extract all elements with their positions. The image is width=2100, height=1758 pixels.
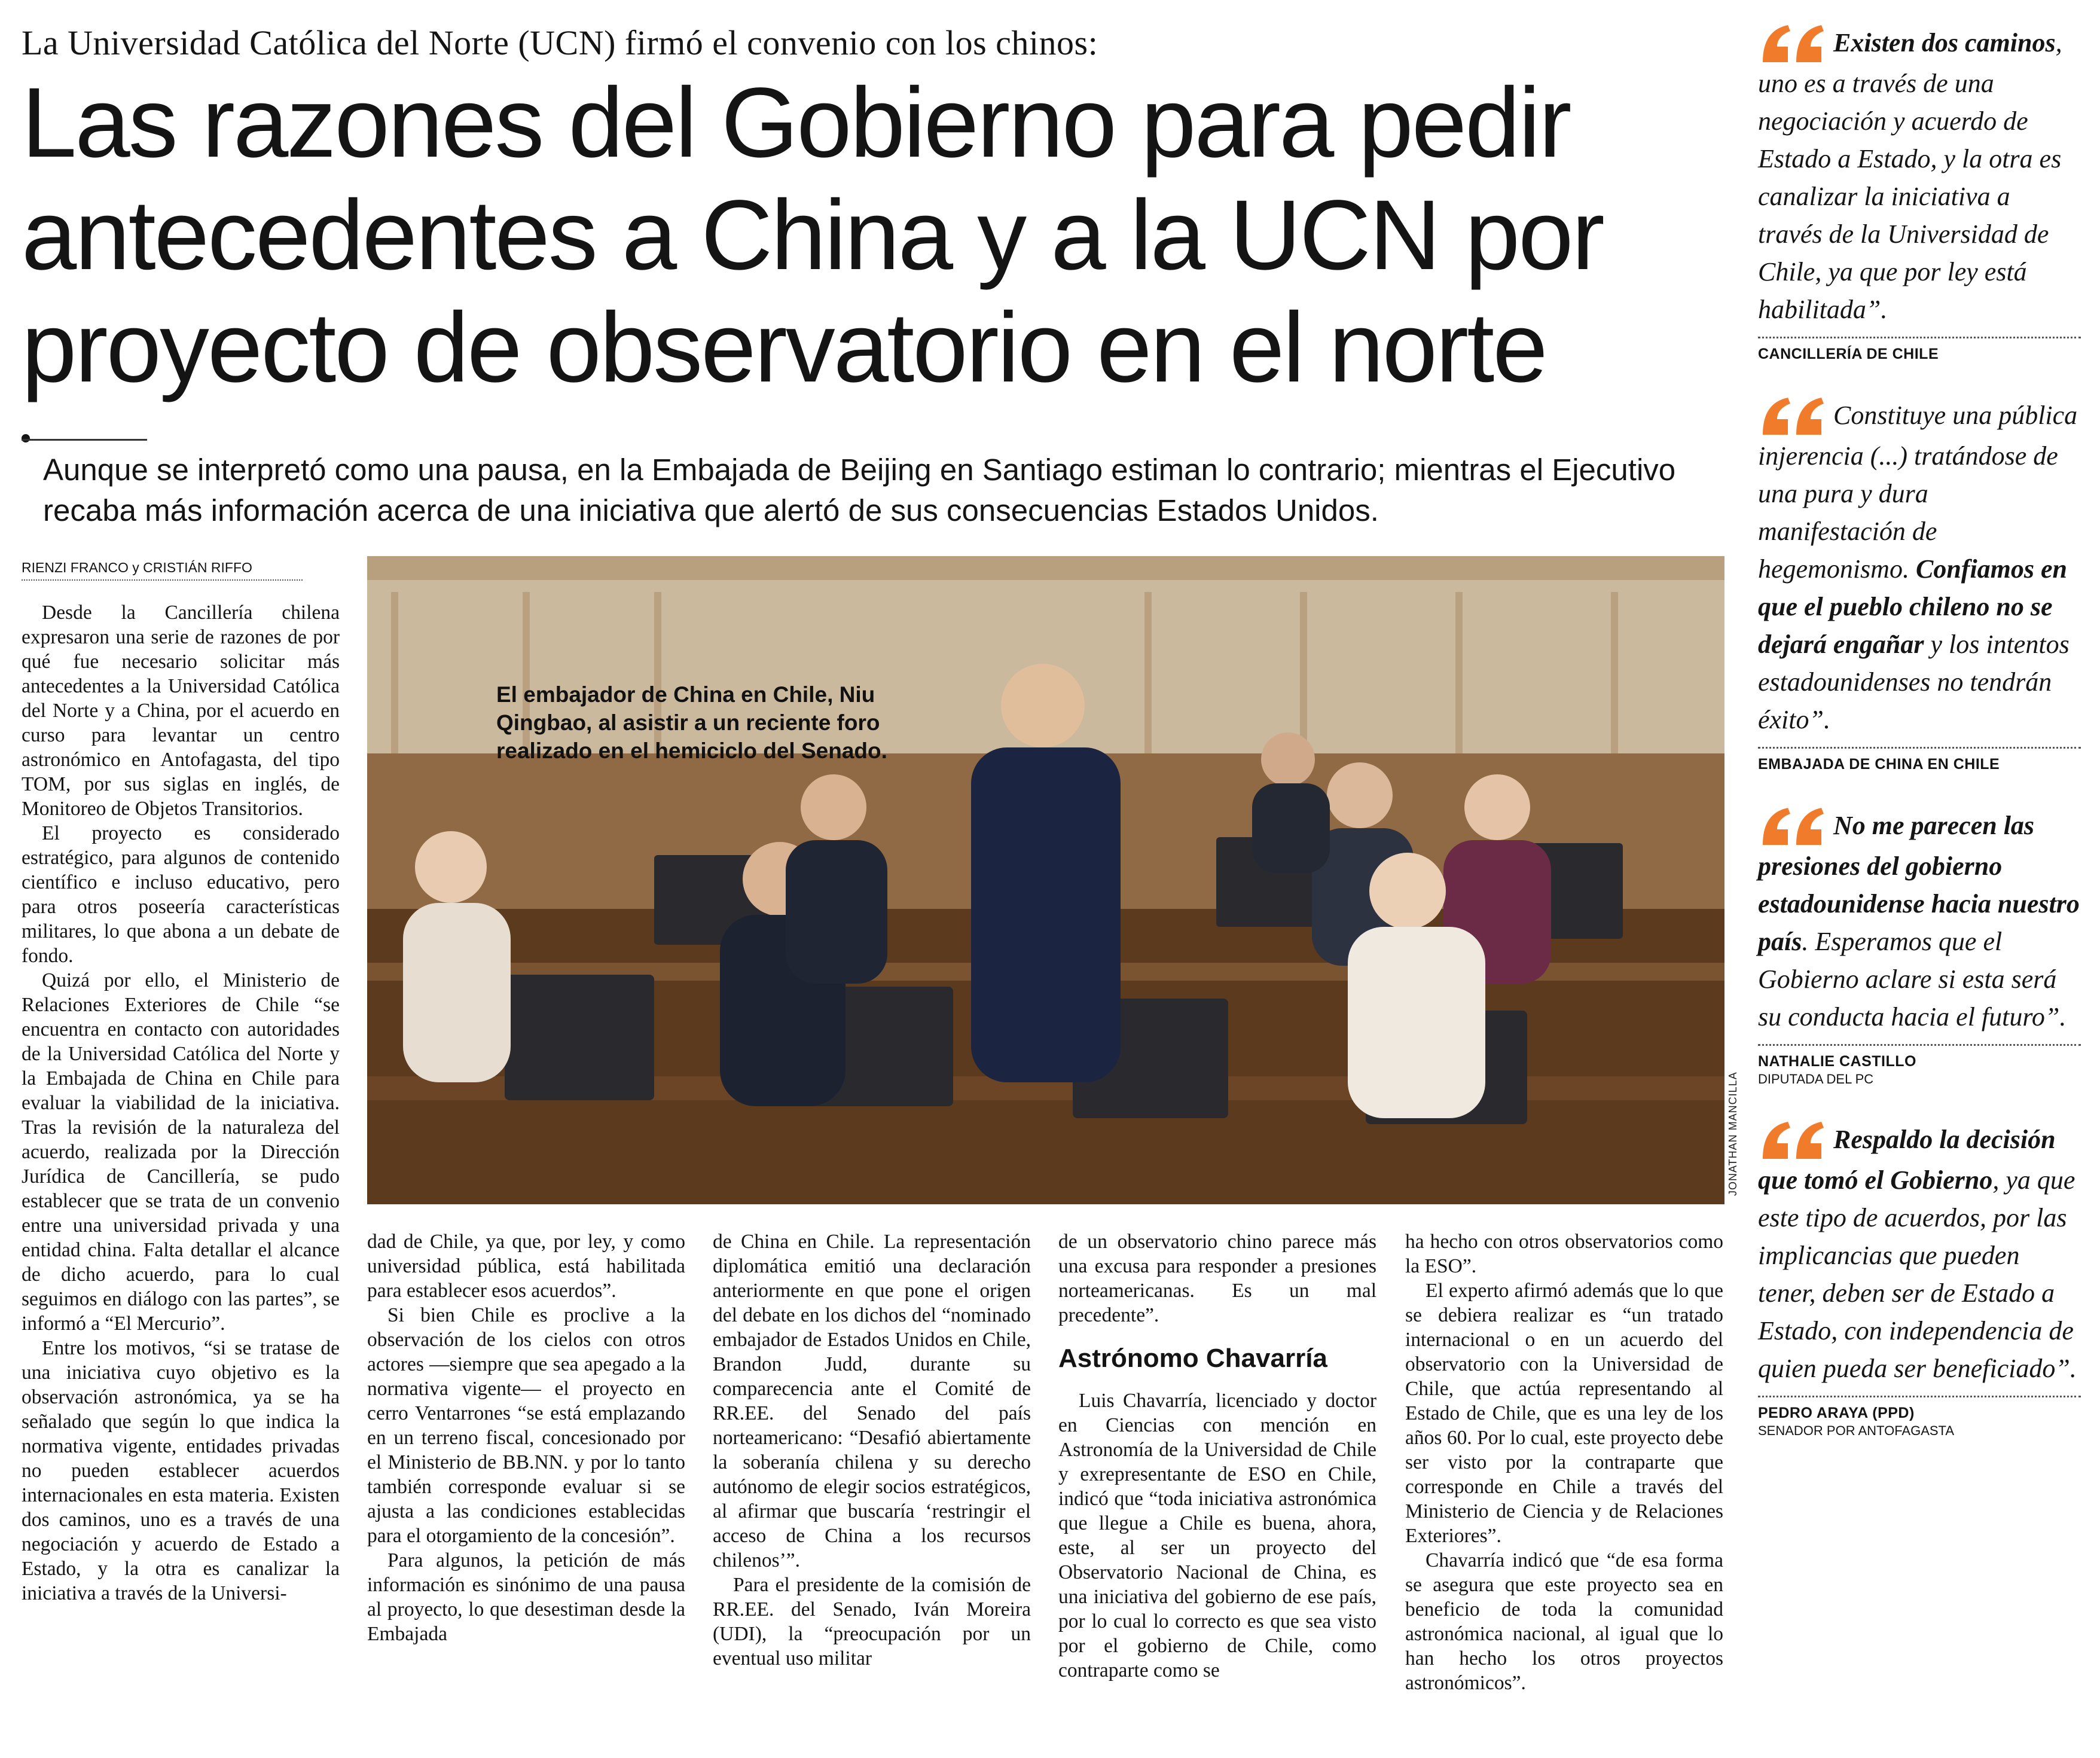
senate-photo: [367, 556, 1724, 1204]
quote-emphasis: No me parecen las presiones del gobierno estadounidense hacia nuestro país: [1758, 811, 2080, 956]
quote-source: PEDRO ARAYA (PPD): [1758, 1396, 2081, 1422]
open-quote-icon: [1758, 1119, 1829, 1161]
quote-emphasis: Respaldo la decisión que tomó el Gobierno: [1758, 1125, 2056, 1195]
quote-lead: Constituye una pública injerencia (...) tratándose de una pura y dura manifestación de hegemonismo.: [1758, 401, 2078, 584]
paragraph: de un observatorio chino parece más una excusa para responder a presiones norteamericanas. Es un mal precedente”.: [1058, 1231, 1376, 1326]
kicker: La Universidad Católica del Norte (UCN) firmó el convenio con los chinos:: [22, 23, 1098, 62]
paragraph: Quizá por ello, el Ministerio de Relaciones Exteriores de Chile “se encuentra en contacto con autoridades de la Universidad Católica del Norte y la Embajada de China en Chile para evaluar la viabilidad de la iniciativa. Tras la revisión de la naturaleza del acuerdo, realizada por la Dirección Jurídica de Cancillería, se pudo establecer que se trata de un convenio entre una universidad privada y una entidad china. Falta detallar el alcance de dicho acuerdo, para lo cual seguimos en diálogo con las partes”, se informó a “El Mercurio”.: [22, 969, 340, 1335]
paragraph: Luis Chavarría, licenciado y doctor en Ciencias con mención en Astronomía de la Universidad de Chile y exrepresentante de ESO en Chile, indicó que “toda iniciativa astronómica que llegue a Chile es buena, ahora, este, al ser un proyecto del Observatorio Nacional de China, es una iniciativa del gobierno de ese país, por lo cual lo correcto es que sea visto por el gobierno de Chile, como contraparte como se: [1058, 1390, 1376, 1681]
article-column-2: [367, 1229, 685, 1646]
headline-rule: [22, 439, 147, 441]
quote-source: NATHALIE CASTILLO: [1758, 1044, 2081, 1070]
paragraph: Entre los motivos, “si se tratase de una iniciativa cuyo objetivo es la observación astronómica, ya se ha señalado que según lo que indica la normativa vigente, entidades privadas no pueden establecer acuerdos internacionales en esta materia. Existen dos caminos, uno es a través de una negociación y acuerdo de Estado a Estado, y la otra es canalizar la iniciativa a través de la Universi-: [22, 1337, 340, 1604]
quote-source: CANCILLERÍA DE CHILE: [1758, 337, 2081, 363]
article-column-1: [22, 600, 340, 1606]
quote-block: [1758, 396, 2081, 773]
quote-rest: , ya que este tipo de acuerdos, por las implicancias que pueden tener, deben ser de Estado a Estado, con independencia de quien pueda ser beneficiado”.: [1758, 1165, 2077, 1383]
quote-block: [1758, 807, 2081, 1087]
paragraph: Para algunos, la petición de más información es sinónimo de una pausa al proyecto, lo que desestiman desde la Embajada: [367, 1549, 685, 1645]
article-column-3: [713, 1229, 1031, 1671]
quote-rest: . Esperamos que el Gobierno aclare si esta será su conducta hacia el futuro”.: [1758, 927, 2067, 1031]
quote-source-role: DIPUTADA DEL PC: [1758, 1072, 1874, 1086]
quote-source-role: SENADOR POR ANTOFAGASTA: [1758, 1423, 1955, 1438]
quote-text: [1758, 396, 2081, 738]
photo-caption: El embajador de China en Chile, Niu Qingbao, al asistir a un reciente foro realizado en el hemiciclo del Senado.: [496, 682, 887, 763]
paragraph: de China en Chile. La representación diplomática emitió una declaración anteriormente en que pone el origen del debate en los dichos del “nominado embajador de Estados Unidos en Chile, Brandon Judd, durante su comparecencia ante el Comité de RR.EE. del Senado del país norteamericano: “Desafió abiertamente la soberanía chilena y su derecho autónomo de elegir socios estratégicos, al afirmar que buscaría ‘restringir el acceso de China a los recursos chilenos’”.: [713, 1231, 1031, 1571]
open-quote-icon: [1758, 395, 1829, 437]
paragraph: Para el presidente de la comisión de RR.EE. del Senado, Iván Moreira (UDI), la “preocupación por un eventual uso militar: [713, 1574, 1031, 1670]
open-quote-icon: [1758, 805, 1829, 847]
paragraph: Si bien Chile es proclive a la observación de los cielos con otros actores —siempre que sea apegado a la normativa vigente— el proyecto en cerro Ventarrones “se está emplazando en un terreno fiscal, concesionado por el Ministerio de BB.NN. y por lo tanto también corresponde evaluar si se ajusta a las condiciones establecidas para el otorgamiento de la concesión”.: [367, 1304, 685, 1547]
headline-dot: [22, 434, 30, 442]
quotes-sidebar: [1758, 24, 2081, 1439]
article-column-4: [1058, 1229, 1376, 1683]
paragraph: El proyecto es considerado estratégico, para algunos de contenido científico e incluso educativo, pero para otros poseería características militares, lo que abona a un debate de fondo.: [22, 822, 340, 967]
article-column-5: [1405, 1229, 1723, 1695]
paragraph: Desde la Cancillería chilena expresaron una serie de razones de por qué fue necesario solicitar más antecedentes a la Universidad Católica del Norte y a China, por el acuerdo en curso para levantar un centro astronómico en Antofagasta, del tipo TOM, por sus siglas en inglés, de Monitoreo de Objetos Transitorios.: [22, 602, 340, 820]
open-quote-icon: [1758, 23, 1829, 65]
senate-photo-illustration: [367, 556, 1724, 1204]
paragraph: ha hecho con otros observatorios como la ESO”.: [1405, 1231, 1723, 1277]
photo-credit: [1724, 1046, 1742, 1202]
deck: Aunque se interpretó como una pausa, en la Embajada de Beijing en Santiago estiman lo contrario; mientras el Ejecutivo recaba más información acerca de una iniciativa que alertó de sus consecuencias Estados Unidos.: [43, 453, 1676, 527]
quote-source: EMBAJADA DE CHINA EN CHILE: [1758, 747, 2081, 773]
quote-text: [1758, 1121, 2081, 1387]
quote-block: [1758, 24, 2081, 363]
quote-block: [1758, 1121, 2081, 1439]
quote-emphasis: Confiamos en que el pueblo chileno no se dejará engañar: [1758, 554, 2068, 659]
quote-emphasis: Existen dos caminos: [1833, 28, 2056, 57]
quote-text: [1758, 24, 2081, 328]
paragraph: El experto afirmó además que lo que se debiera realizar es “un tratado internacional o en un acuerdo del observatorio con la Universidad de Chile, que actúa representando al Estado de Chile, que es una ley de los años 60. Por lo cual, este proyecto debe ser visto por la contraparte que corresponde en Chile a través del Ministerio de Ciencia y de Relaciones Exteriores”.: [1405, 1280, 1723, 1547]
quote-rest: , uno es a través de una negociación y acuerdo de Estado a Estado, y la otra es canalizar la iniciativa a través de la Universidad de Chile, ya que por ley está habilitada”.: [1758, 28, 2062, 324]
quote-text: [1758, 807, 2081, 1036]
paragraph: Chavarría indicó que “de esa forma se asegura que este proyecto sea en beneficio de toda la comunidad astronómica nacional, al igual que lo han hecho los otros proyectos astronómicos”.: [1405, 1549, 1723, 1694]
photo-credit-text: JONATHAN MANCILLA: [1727, 1072, 1739, 1196]
headline: Las razones del Gobierno para pedir antecedentes a China y a la UCN por proyecto de observatorio en el norte: [22, 68, 1603, 403]
byline: RIENZI FRANCO y CRISTIÁN RIFFO: [22, 560, 303, 581]
quote-rest: y los intentos estadounidenses no tendrán éxito”.: [1758, 630, 2070, 734]
paragraph: dad de Chile, ya que, por ley, y como universidad pública, está habilitada para establecer esos acuerdos”.: [367, 1231, 685, 1302]
section-subhead: Astrónomo Chavarría: [1058, 1344, 1327, 1373]
